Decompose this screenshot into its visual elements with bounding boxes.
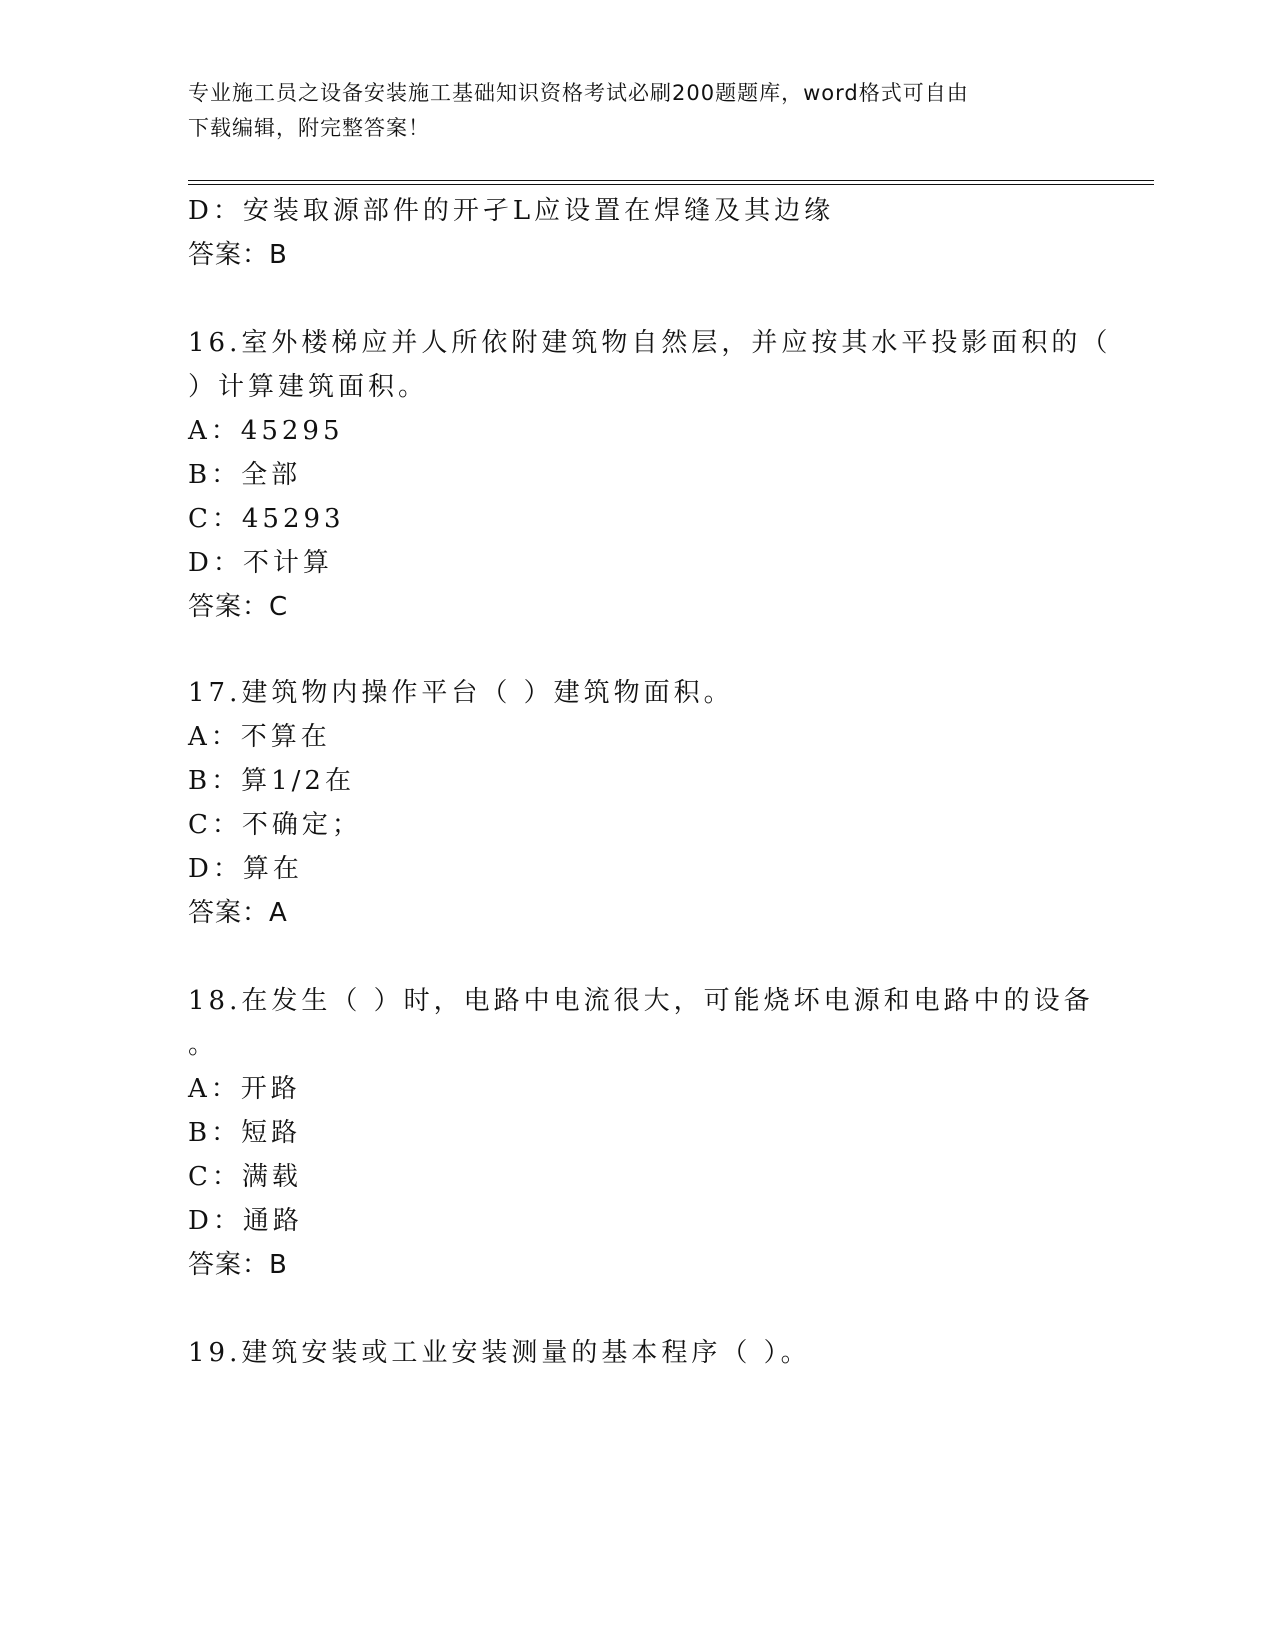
q16-option-b: B：全部 <box>188 460 302 490</box>
header-line-1: 专业施工员之设备安装施工基础知识资格考试必刷200题题库，word格式可自由 <box>188 81 969 105</box>
q16-stem-line2: ）计算建筑面积。 <box>188 372 429 402</box>
q16-stem-line1: 16.室外楼梯应并人所依附建筑物自然层，并应按其水平投影面积的（ <box>188 328 1112 358</box>
q18-option-b: B：短路 <box>188 1118 302 1148</box>
q18-stem-line1: 18.在发生（ ）时，电路中电流很大，可能烧坏电源和电路中的设备 <box>188 986 1094 1016</box>
header-divider-bottom <box>188 184 1154 185</box>
q16-option-d: D：不计算 <box>188 548 333 578</box>
q18-option-c: C：满载 <box>188 1162 302 1192</box>
q16-option-c: C：45293 <box>188 504 345 534</box>
q19-stem-line1: 19.建筑安装或工业安装测量的基本程序（ ）。 <box>188 1338 811 1368</box>
header-line-2: 下载编辑，附完整答案！ <box>188 116 430 140</box>
q17-answer: 答案：A <box>188 898 288 928</box>
q18-option-a: A：开路 <box>188 1074 301 1104</box>
q17-stem-line1: 17.建筑物内操作平台（ ）建筑物面积。 <box>188 678 734 708</box>
q18-stem-line2: 。 <box>188 1030 219 1060</box>
prev-option-d: D：安装取源部件的开孑L应设置在焊缝及其边缘 <box>188 196 835 226</box>
header-divider-top <box>188 180 1154 181</box>
q16-option-a: A：45295 <box>188 416 344 446</box>
q17-option-b: B：算1/2在 <box>188 766 355 796</box>
prev-answer: 答案：B <box>188 240 288 270</box>
q17-option-d: D：算在 <box>188 854 303 884</box>
q18-answer: 答案：B <box>188 1250 288 1280</box>
q16-answer: 答案：C <box>188 592 289 622</box>
q18-option-d: D：通路 <box>188 1206 303 1236</box>
q17-option-a: A：不算在 <box>188 722 331 752</box>
page-header <box>188 76 1088 146</box>
q17-option-c: C：不确定； <box>188 810 362 840</box>
